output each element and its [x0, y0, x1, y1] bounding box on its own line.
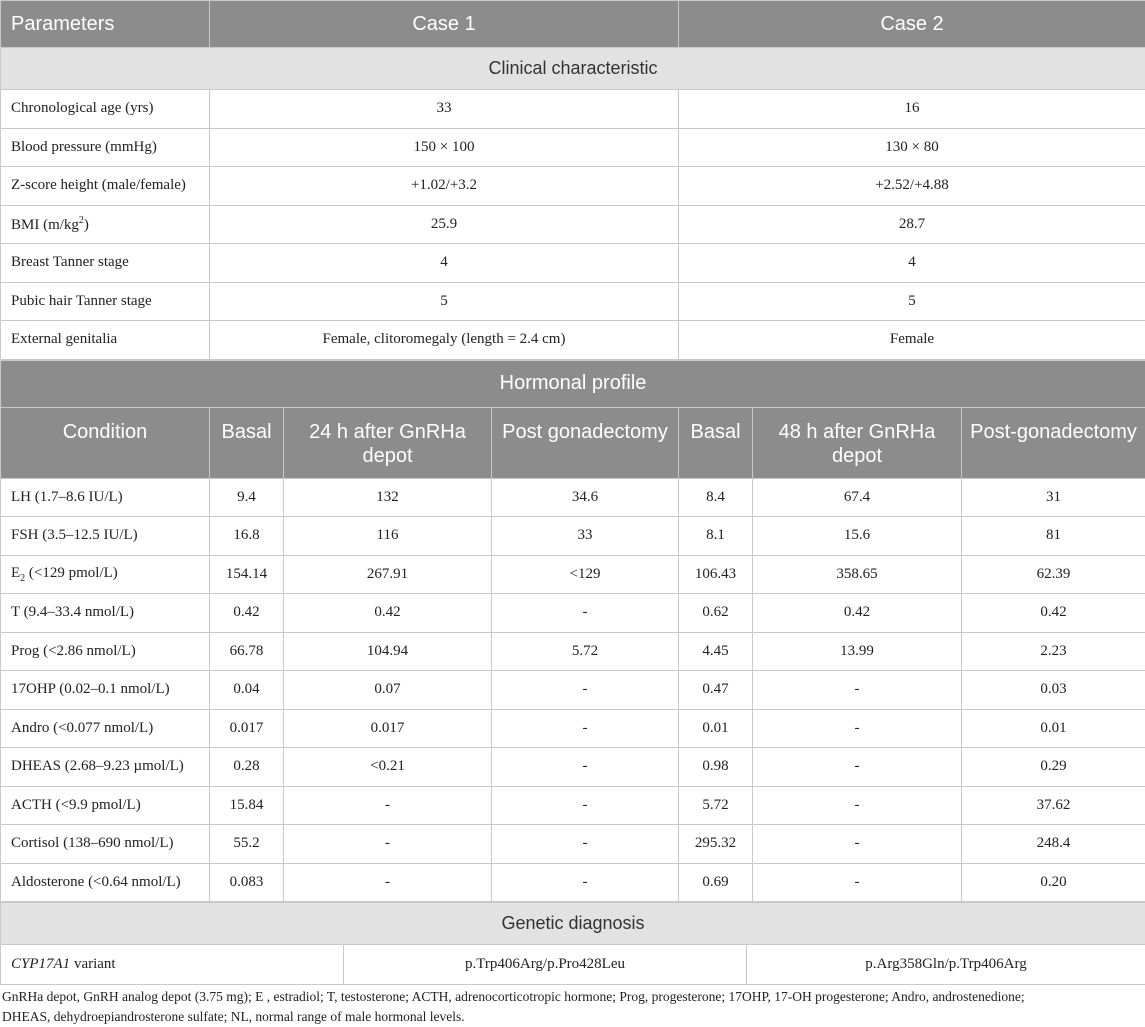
hormone-rows [1, 478, 1145, 902]
cell-value: <0.21 [284, 748, 492, 787]
row-label-bmi [1, 205, 210, 244]
row-label: ACTH (<9.9 pmol/L) [1, 786, 210, 825]
cell-value: 0.42 [753, 594, 962, 633]
table-row [1, 478, 1145, 517]
table-row [1, 786, 1145, 825]
cell-value: 0.28 [210, 748, 284, 787]
row-label: Z-score height (male/female) [1, 167, 210, 206]
cell-value: 67.4 [753, 478, 962, 517]
cell-value: 104.94 [284, 632, 492, 671]
row-label: Cortisol (138–690 nmol/L) [1, 825, 210, 864]
case2-value: 16 [679, 90, 1145, 129]
cell-value: 0.07 [284, 671, 492, 710]
case1-value: +1.02/+3.2 [210, 167, 679, 206]
cell-value: 0.017 [284, 709, 492, 748]
case2-value: 130 × 80 [679, 128, 1145, 167]
cell-value: 106.43 [679, 555, 753, 594]
cell-value: 15.6 [753, 517, 962, 556]
bmi-label-sup: 2 [79, 215, 84, 226]
header-parameters: Parameters [1, 1, 210, 48]
case2-value: 28.7 [679, 205, 1145, 244]
cell-value: 0.42 [284, 594, 492, 633]
cell-value: - [753, 671, 962, 710]
header-case2: Case 2 [679, 1, 1145, 48]
table-row [1, 632, 1145, 671]
cell-value: 34.6 [492, 478, 679, 517]
genetic-table [0, 902, 1145, 985]
cell-value: 116 [284, 517, 492, 556]
table-row [1, 555, 1145, 594]
row-label: Aldosterone (<0.64 nmol/L) [1, 863, 210, 902]
row-label: Chronological age (yrs) [1, 90, 210, 129]
table-row [1, 594, 1145, 633]
table-row [1, 282, 1145, 321]
col-basal-case1: Basal [210, 407, 284, 478]
col-24h-gnrha: 24 h after GnRHa depot [284, 407, 492, 478]
cell-value: 5.72 [679, 786, 753, 825]
case2-variant: p.Arg358Gln/p.Trp406Arg [747, 945, 1145, 985]
row-label: Breast Tanner stage [1, 244, 210, 283]
case1-value: 4 [210, 244, 679, 283]
table-row [1, 748, 1145, 787]
cell-value: 0.42 [210, 594, 284, 633]
cell-value: 0.62 [679, 594, 753, 633]
cell-value: - [492, 594, 679, 633]
cell-value: 0.083 [210, 863, 284, 902]
cell-value: - [492, 786, 679, 825]
row-label: Pubic hair Tanner stage [1, 282, 210, 321]
case2-value: +2.52/+4.88 [679, 167, 1145, 206]
cell-value: 62.39 [962, 555, 1145, 594]
cell-value: 0.01 [962, 709, 1145, 748]
row-label: DHEAS (2.68–9.23 µmol/L) [1, 748, 210, 787]
cell-value: 0.42 [962, 594, 1145, 633]
cell-value: 0.03 [962, 671, 1145, 710]
cell-value: 16.8 [210, 517, 284, 556]
row-label: LH (1.7–8.6 IU/L) [1, 478, 210, 517]
cell-value: 8.1 [679, 517, 753, 556]
cell-value: - [492, 825, 679, 864]
cell-value: - [753, 786, 962, 825]
cell-value: 9.4 [210, 478, 284, 517]
cell-value: 13.99 [753, 632, 962, 671]
col-post-gonadectomy-case1: Post gonadectomy [492, 407, 679, 478]
table-row [1, 945, 1145, 985]
col-basal-case2: Basal [679, 407, 753, 478]
cell-value: - [753, 748, 962, 787]
case1-value: 150 × 100 [210, 128, 679, 167]
footnote-line-1: GnRHa depot, GnRH analog depot (3.75 mg); E , estradiol; T, testosterone; ACTH, adrenocorticotropic hormone; Prog, progesterone; 17OHP, 17-OH progesterone; Andro, androstenedione; [2, 987, 1142, 1007]
row-label: External genitalia [1, 321, 210, 360]
table-row [1, 709, 1145, 748]
table-row [1, 517, 1145, 556]
hormonal-table [0, 360, 1145, 903]
cell-value: 4.45 [679, 632, 753, 671]
cell-value: - [492, 709, 679, 748]
cell-value: 8.4 [679, 478, 753, 517]
cell-value: - [753, 709, 962, 748]
cell-value: 295.32 [679, 825, 753, 864]
row-label: Andro (<0.077 nmol/L) [1, 709, 210, 748]
col-condition: Condition [1, 407, 210, 478]
cell-value: 0.017 [210, 709, 284, 748]
col-post-gonadectomy-case2: Post-gonadectomy [962, 407, 1145, 478]
cell-value: 31 [962, 478, 1145, 517]
cell-value: 0.04 [210, 671, 284, 710]
row-label: 17OHP (0.02–0.1 nmol/L) [1, 671, 210, 710]
cell-value: - [492, 863, 679, 902]
table-row [1, 825, 1145, 864]
table-footnote [2, 987, 1142, 1027]
cell-value: 358.65 [753, 555, 962, 594]
cell-value: <129 [492, 555, 679, 594]
e2-label-sub: 2 [20, 573, 25, 584]
row-label: FSH (3.5–12.5 IU/L) [1, 517, 210, 556]
cell-value: 15.84 [210, 786, 284, 825]
row-label: Blood pressure (mmHg) [1, 128, 210, 167]
cell-value: 33 [492, 517, 679, 556]
section-hormonal-title: Hormonal profile [1, 360, 1145, 407]
case1-value: 33 [210, 90, 679, 129]
cell-value: 0.98 [679, 748, 753, 787]
row-label: Prog (<2.86 nmol/L) [1, 632, 210, 671]
case2-value: 5 [679, 282, 1145, 321]
header-case1: Case 1 [210, 1, 679, 48]
cell-value: 55.2 [210, 825, 284, 864]
cell-value: 132 [284, 478, 492, 517]
cell-value: 0.47 [679, 671, 753, 710]
cell-value: 2.23 [962, 632, 1145, 671]
cell-value: 0.29 [962, 748, 1145, 787]
cell-value: - [284, 786, 492, 825]
cell-value: 0.20 [962, 863, 1145, 902]
table-row [1, 863, 1145, 902]
gene-suffix: variant [70, 956, 115, 972]
footnote-line-2: DHEAS, dehydroepiandrosterone sulfate; NL, normal range of male hormonal levels. [2, 1007, 1142, 1027]
bmi-label-prefix: BMI (m/kg [11, 217, 79, 233]
cell-value: 154.14 [210, 555, 284, 594]
cell-value: - [753, 825, 962, 864]
case2-value: 4 [679, 244, 1145, 283]
e2-label-prefix: E [11, 565, 20, 581]
e2-label-suffix: (<129 pmol/L) [25, 565, 118, 581]
gene-variant-label [1, 945, 344, 985]
cell-value: 267.91 [284, 555, 492, 594]
table-row [1, 244, 1145, 283]
section-genetic-title: Genetic diagnosis [1, 903, 1145, 945]
cell-value: - [753, 863, 962, 902]
section-clinical-title: Clinical characteristic [1, 48, 1145, 90]
cell-value: 248.4 [962, 825, 1145, 864]
row-label: T (9.4–33.4 nmol/L) [1, 594, 210, 633]
cell-value: - [492, 671, 679, 710]
cell-value: 0.01 [679, 709, 753, 748]
table-row [1, 128, 1145, 167]
cell-value: 66.78 [210, 632, 284, 671]
case1-value: 25.9 [210, 205, 679, 244]
bmi-label-suffix: ) [84, 217, 89, 233]
table-row [1, 167, 1145, 206]
cell-value: 37.62 [962, 786, 1145, 825]
table-row [1, 205, 1145, 244]
row-label [1, 555, 210, 594]
cell-value: 5.72 [492, 632, 679, 671]
case1-value: Female, clitoromegaly (length = 2.4 cm) [210, 321, 679, 360]
main-table-top [0, 0, 1145, 360]
case1-variant: p.Trp406Arg/p.Pro428Leu [344, 945, 747, 985]
gene-name: CYP17A1 [11, 956, 70, 972]
cell-value: 0.69 [679, 863, 753, 902]
table-row [1, 321, 1145, 360]
cell-value: - [492, 748, 679, 787]
case1-value: 5 [210, 282, 679, 321]
cell-value: - [284, 825, 492, 864]
cell-value: 81 [962, 517, 1145, 556]
table-row [1, 90, 1145, 129]
case2-value: Female [679, 321, 1145, 360]
cell-value: - [284, 863, 492, 902]
col-48h-gnrha: 48 h after GnRHa depot [753, 407, 962, 478]
table-row [1, 671, 1145, 710]
